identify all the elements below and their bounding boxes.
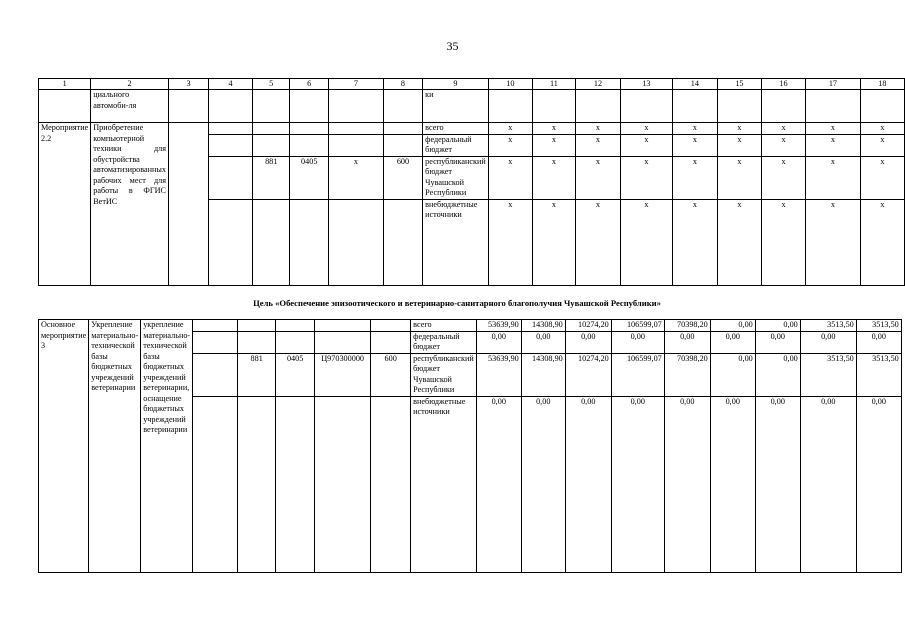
value-cell: x <box>761 123 805 135</box>
value-cell: x <box>860 199 904 285</box>
rzpr-code: 0405 <box>276 353 315 396</box>
value-cell: 0,00 <box>476 331 521 353</box>
rzpr-code: 0405 <box>290 156 329 199</box>
event-title-cell: Приобретение компьютерной техники для обустройства автоматизированных рабочих мест для работы в ФГИС ВетИС <box>91 123 169 286</box>
value-cell: x <box>532 156 575 199</box>
budget-table-part-2 <box>38 319 902 573</box>
value-cell: 53639,90 <box>476 353 521 396</box>
value-cell: x <box>806 123 861 135</box>
value-cell: 3513,50 <box>856 320 901 332</box>
value-cell: x <box>860 156 904 199</box>
value-cell: 0,00 <box>664 396 710 572</box>
col-num: 13 <box>620 79 672 90</box>
value-cell: x <box>806 156 861 199</box>
continued-title-cell: циального автомоби-ля <box>91 90 169 123</box>
value-cell: x <box>532 134 575 156</box>
indicator-cell: укрепление материально-технической базы бюджетных учреждений ветеринарии, оснащение бюджетных учреждений ветеринарии <box>141 320 193 573</box>
col-num: 11 <box>532 79 575 90</box>
value-cell: 0,00 <box>710 353 755 396</box>
value-cell: x <box>806 134 861 156</box>
source-cell: республиканский бюджет Чувашской Республики <box>423 156 489 199</box>
budget-table-part-1 <box>38 78 905 286</box>
event-name-cell: Мероприятие 2.2 <box>39 123 91 286</box>
value-cell: x <box>672 199 717 285</box>
value-cell: 53639,90 <box>476 320 521 332</box>
value-cell: x <box>620 134 672 156</box>
value-cell: 0,00 <box>755 396 800 572</box>
value-cell: 0,00 <box>856 331 901 353</box>
value-cell: x <box>672 134 717 156</box>
value-cell: x <box>672 156 717 199</box>
value-cell: 0,00 <box>664 331 710 353</box>
value-cell: 0,00 <box>710 396 755 572</box>
value-cell: 10274,20 <box>565 353 611 396</box>
value-cell: 0,00 <box>755 353 800 396</box>
value-cell: 0,00 <box>710 331 755 353</box>
col-num: 17 <box>806 79 861 90</box>
value-cell: 10274,20 <box>565 320 611 332</box>
value-cell: x <box>575 134 620 156</box>
csr-code: Ц970300000 <box>315 353 371 396</box>
value-cell: 0,00 <box>755 320 800 332</box>
value-cell: x <box>717 134 761 156</box>
value-cell: x <box>806 199 861 285</box>
value-cell: x <box>761 134 805 156</box>
value-cell: x <box>575 199 620 285</box>
value-cell: x <box>620 123 672 135</box>
source-cell: внебюджетные источники <box>423 199 489 285</box>
value-cell: 0,00 <box>565 396 611 572</box>
value-cell: x <box>620 199 672 285</box>
col-num: 7 <box>328 79 383 90</box>
event-title-cell: Укрепление материально-технической базы бюджетных учреждений ветеринарии <box>89 320 141 573</box>
col-num: 6 <box>290 79 329 90</box>
value-cell: 0,00 <box>565 331 611 353</box>
col-num: 15 <box>717 79 761 90</box>
value-cell: x <box>717 199 761 285</box>
col-num: 10 <box>488 79 532 90</box>
column-number-row <box>39 79 905 90</box>
col-num: 14 <box>672 79 717 90</box>
value-cell: 3513,50 <box>800 353 856 396</box>
value-cell: 0,00 <box>611 396 664 572</box>
continuation-row <box>39 90 905 123</box>
value-cell: 0,00 <box>800 331 856 353</box>
value-cell: x <box>575 123 620 135</box>
value-cell: x <box>860 134 904 156</box>
value-cell: x <box>761 156 805 199</box>
col-num: 1 <box>39 79 91 90</box>
value-cell: x <box>717 123 761 135</box>
page-number: 35 <box>446 39 459 53</box>
value-cell: 14308,90 <box>521 320 565 332</box>
value-cell: 0,00 <box>476 396 521 572</box>
table-row <box>39 123 905 135</box>
value-cell: x <box>761 199 805 285</box>
value-cell: x <box>575 156 620 199</box>
value-cell: 70398,20 <box>664 353 710 396</box>
value-cell: 3513,50 <box>800 320 856 332</box>
value-cell: 106599,07 <box>611 320 664 332</box>
value-cell: 0,00 <box>710 320 755 332</box>
value-cell: 0,00 <box>521 331 565 353</box>
source-cell: внебюджетные источники <box>411 396 477 572</box>
source-cell: республиканский бюджет Чувашской Республики <box>411 353 477 396</box>
value-cell: 3513,50 <box>856 353 901 396</box>
source-cell: федеральный бюджет <box>411 331 477 353</box>
value-cell: x <box>532 123 575 135</box>
value-cell: 0,00 <box>800 396 856 572</box>
value-cell: x <box>717 156 761 199</box>
value-cell: 0,00 <box>856 396 901 572</box>
col-num: 3 <box>168 79 208 90</box>
continued-source-cell: ки <box>423 90 489 123</box>
col-num: 2 <box>91 79 169 90</box>
value-cell: 70398,20 <box>664 320 710 332</box>
vr-code: 600 <box>383 156 422 199</box>
table-row <box>39 320 902 332</box>
source-cell: федеральный бюджет <box>423 134 489 156</box>
col-num: 5 <box>253 79 290 90</box>
value-cell: 0,00 <box>755 331 800 353</box>
value-cell: x <box>488 199 532 285</box>
value-cell: 0,00 <box>521 396 565 572</box>
source-cell: всего <box>411 320 477 332</box>
source-cell: всего <box>423 123 489 135</box>
col-num: 8 <box>383 79 422 90</box>
goal-title: Цель «Обеспечение эпизоотического и ветеринарно-санитарного благополучия Чувашской Республики» <box>253 298 661 308</box>
value-cell: 0,00 <box>611 331 664 353</box>
col-num: 9 <box>423 79 489 90</box>
value-cell: 14308,90 <box>521 353 565 396</box>
value-cell: x <box>620 156 672 199</box>
col-num: 12 <box>575 79 620 90</box>
value-cell: x <box>672 123 717 135</box>
col-num: 18 <box>860 79 904 90</box>
col-num: 16 <box>761 79 805 90</box>
value-cell: x <box>488 156 532 199</box>
grbs-code: 881 <box>238 353 276 396</box>
vr-code: 600 <box>371 353 411 396</box>
col-num: 4 <box>209 79 253 90</box>
value-cell: x <box>488 134 532 156</box>
value-cell: x <box>532 199 575 285</box>
value-cell: 106599,07 <box>611 353 664 396</box>
value-cell: x <box>860 123 904 135</box>
indicator-cell <box>168 123 208 286</box>
event-name-cell: Основное мероприятие 3 <box>39 320 89 573</box>
csr-code: x <box>328 156 383 199</box>
value-cell: x <box>488 123 532 135</box>
grbs-code: 881 <box>253 156 290 199</box>
